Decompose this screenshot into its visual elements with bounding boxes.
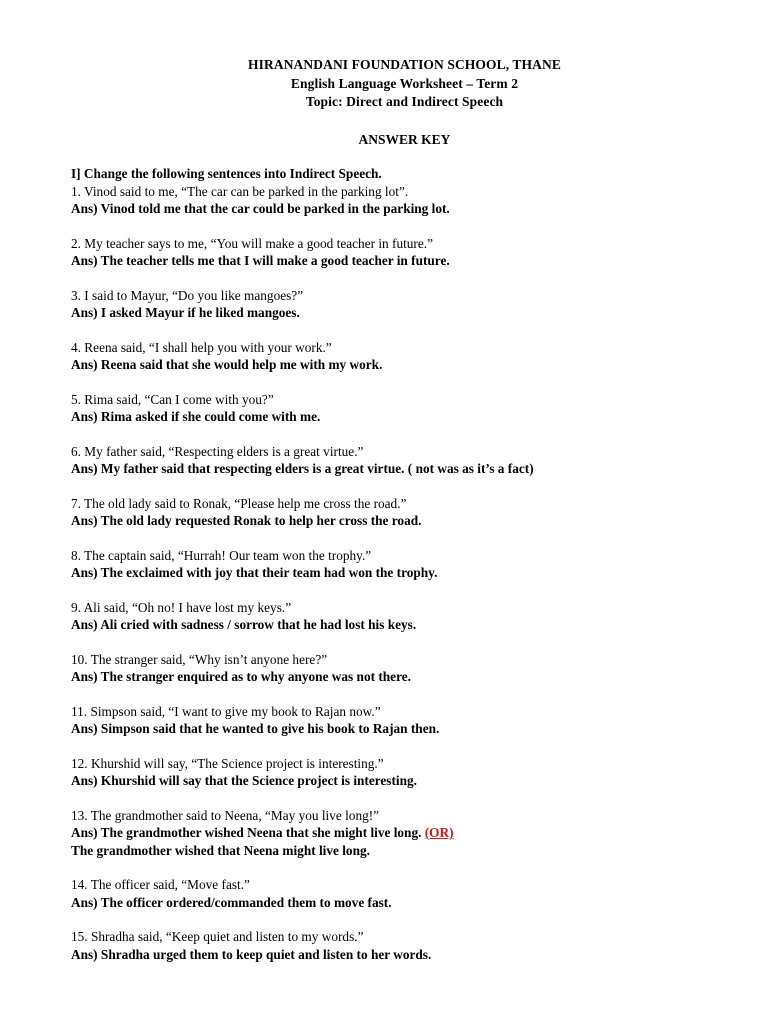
document-header (71, 56, 728, 112)
answer-11: Ans) Simpson said that he wanted to give his book to Rajan then. (71, 721, 440, 736)
answer-4: Ans) Reena said that she would help me with my work. (71, 357, 383, 372)
answer-13-alternative: The grandmother wished that Neena might live long. (71, 842, 370, 858)
list-item-13 (71, 807, 728, 860)
list-item-8 (71, 547, 728, 582)
list-item-5 (71, 391, 728, 426)
question-8: 8. The captain said, “Hurrah! Our team won the trophy.” (71, 547, 372, 563)
question-6: 6. My father said, “Respecting elders is a great virtue.” (71, 443, 364, 459)
question-4: 4. Reena said, “I shall help you with your work.” (71, 339, 332, 355)
answer-3: Ans) I asked Mayur if he liked mangoes. (71, 305, 300, 320)
list-item-11 (71, 703, 728, 738)
answer-14: Ans) The officer ordered/commanded them to move fast. (71, 894, 392, 910)
list-item-12 (71, 755, 728, 790)
list-item-2 (71, 235, 728, 270)
list-item-1 (71, 183, 728, 218)
answer-10: Ans) The stranger enquired as to why anyone was not there. (71, 669, 411, 684)
question-11: 11. Simpson said, “I want to give my book to Rajan now.” (71, 703, 381, 719)
list-item-15 (71, 928, 728, 963)
list-item-4 (71, 339, 728, 374)
list-item-14 (71, 876, 728, 911)
answer-12: Ans) Khurshid will say that the Science project is interesting. (71, 773, 417, 788)
answer-13 (71, 824, 728, 842)
answer-1: Ans) Vinod told me that the car could be parked in the parking lot. (71, 201, 450, 216)
answer-13-text: Ans) The grandmother wished Neena that she might live long. (71, 825, 422, 840)
question-13: 13. The grandmother said to Neena, “May you live long!” (71, 807, 380, 823)
list-item-3 (71, 287, 728, 322)
question-9: 9. Ali said, “Oh no! I have lost my keys.” (71, 599, 292, 615)
question-5: 5. Rima said, “Can I come with you?” (71, 391, 274, 407)
worksheet-title: English Language Worksheet – Term 2 (290, 75, 519, 91)
question-15: 15. Shradha said, “Keep quiet and listen to my words.” (71, 929, 364, 944)
question-3: 3. I said to Mayur, “Do you like mangoes?” (71, 287, 304, 303)
question-14: 14. The officer said, “Move fast.” (71, 877, 250, 892)
answer-15: Ans) Shradha urged them to keep quiet and listen to her words. (71, 946, 432, 962)
question-10: 10. The stranger said, “Why isn’t anyone here?” (71, 651, 328, 667)
list-item-7 (71, 495, 728, 530)
question-7: 7. The old lady said to Ronak, “Please help me cross the road.” (71, 495, 407, 511)
answer-7: Ans) The old lady requested Ronak to help her cross the road. (71, 513, 422, 528)
list-item-9 (71, 599, 728, 634)
school-name: HIRANANDANI FOUNDATION SCHOOL, THANE (248, 57, 561, 72)
list-item-6 (71, 443, 728, 478)
topic-title: Topic: Direct and Indirect Speech (305, 94, 504, 109)
question-1: 1. Vinod said to me, “The car can be parked in the parking lot”. (71, 183, 409, 199)
or-label: (OR) (424, 825, 454, 840)
answer-6: Ans) My father said that respecting elders is a great virtue. ( not was as it’s a fact) (71, 461, 534, 476)
question-12: 12. Khurshid will say, “The Science project is interesting.” (71, 755, 384, 771)
question-2: 2. My teacher says to me, “You will make a good teacher in future.” (71, 235, 433, 251)
answer-9: Ans) Ali cried with sadness / sorrow that he had lost his keys. (71, 617, 417, 632)
answer-8: Ans) The exclaimed with joy that their team had won the trophy. (71, 565, 438, 580)
list-item-10 (71, 651, 728, 686)
answer-key-heading: ANSWER KEY (358, 131, 451, 147)
answer-5: Ans) Rima asked if she could come with me. (71, 409, 321, 424)
section-title: I] Change the following sentences into Indirect Speech. (71, 166, 382, 181)
answer-2: Ans) The teacher tells me that I will make a good teacher in future. (71, 253, 450, 268)
